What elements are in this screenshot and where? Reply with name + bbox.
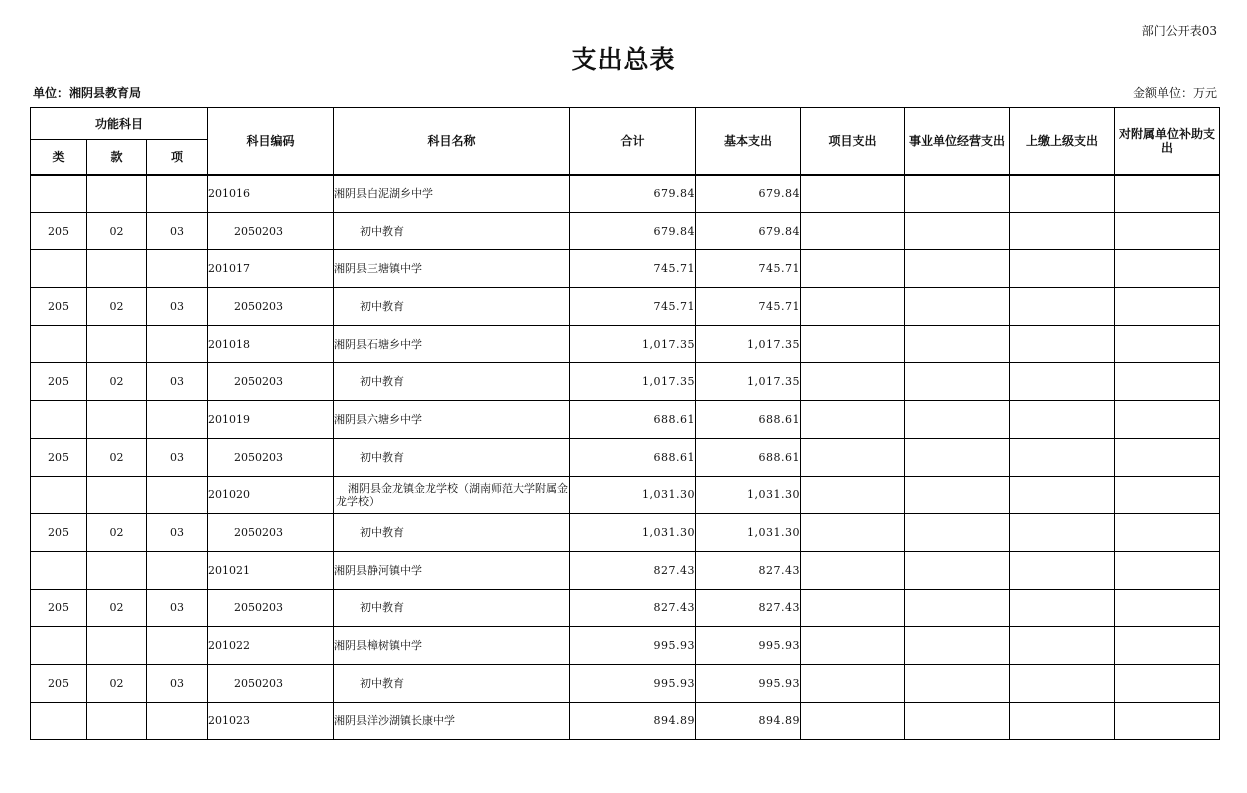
table-row [31, 363, 1220, 401]
cell-xiang: 03 [147, 363, 208, 401]
cell-code: 2050203 [208, 664, 334, 702]
cell-lei [31, 551, 87, 589]
cell-xiang [147, 702, 208, 740]
cell-basic: 679.84 [696, 175, 801, 213]
cell-name: 湘阴县六塘乡中学 [334, 401, 570, 439]
table-row [31, 514, 1220, 552]
cell-superior [1010, 401, 1115, 439]
cell-name: 湘阴县三塘镇中学 [334, 250, 570, 288]
header-project: 项目支出 [801, 108, 905, 175]
cell-business [905, 363, 1010, 401]
cell-xiang [147, 627, 208, 665]
cell-subsidy [1115, 250, 1220, 288]
cell-superior [1010, 288, 1115, 326]
cell-project [801, 401, 905, 439]
cell-name: 湘阴县白泥湖乡中学 [334, 175, 570, 213]
cell-business [905, 438, 1010, 476]
cell-kuan: 02 [87, 438, 147, 476]
cell-project [801, 589, 905, 627]
cell-total: 688.61 [570, 438, 696, 476]
cell-project [801, 175, 905, 213]
cell-xiang [147, 325, 208, 363]
cell-xiang: 03 [147, 212, 208, 250]
cell-business [905, 288, 1010, 326]
cell-lei [31, 476, 87, 514]
cell-kuan [87, 325, 147, 363]
cell-kuan: 02 [87, 288, 147, 326]
cell-basic: 1,017.35 [696, 363, 801, 401]
cell-subsidy [1115, 702, 1220, 740]
cell-business [905, 514, 1010, 552]
form-number: 部门公开表03 [1141, 24, 1217, 38]
cell-total: 894.89 [570, 702, 696, 740]
cell-lei: 205 [31, 664, 87, 702]
cell-code: 2050203 [208, 589, 334, 627]
cell-name: 初中教育 [334, 438, 570, 476]
cell-basic: 827.43 [696, 589, 801, 627]
table-header [31, 108, 1220, 175]
cell-lei [31, 325, 87, 363]
table-row [31, 438, 1220, 476]
cell-business [905, 627, 1010, 665]
cell-basic: 995.93 [696, 627, 801, 665]
cell-subsidy [1115, 664, 1220, 702]
cell-total: 1,017.35 [570, 363, 696, 401]
cell-project [801, 627, 905, 665]
cell-subsidy [1115, 212, 1220, 250]
header-lei: 类 [31, 140, 87, 175]
cell-basic: 688.61 [696, 401, 801, 439]
cell-total: 745.71 [570, 288, 696, 326]
cell-basic: 1,031.30 [696, 514, 801, 552]
cell-superior [1010, 363, 1115, 401]
cell-project [801, 325, 905, 363]
table-row [31, 589, 1220, 627]
cell-project [801, 250, 905, 288]
cell-superior [1010, 212, 1115, 250]
cell-basic: 1,017.35 [696, 325, 801, 363]
cell-lei: 205 [31, 288, 87, 326]
cell-project [801, 476, 905, 514]
cell-total: 679.84 [570, 175, 696, 213]
cell-lei [31, 627, 87, 665]
cell-superior [1010, 589, 1115, 627]
header-business: 事业单位经营支出 [905, 108, 1010, 175]
table-row [31, 702, 1220, 740]
table-row [31, 401, 1220, 439]
cell-project [801, 288, 905, 326]
cell-superior [1010, 175, 1115, 213]
cell-business [905, 401, 1010, 439]
cell-business [905, 589, 1010, 627]
cell-xiang [147, 551, 208, 589]
cell-lei [31, 401, 87, 439]
cell-project [801, 363, 905, 401]
cell-name: 湘阴县洋沙湖镇长康中学 [334, 702, 570, 740]
cell-total: 1,031.30 [570, 514, 696, 552]
cell-code: 201019 [208, 401, 334, 439]
cell-kuan: 02 [87, 664, 147, 702]
cell-code: 201023 [208, 702, 334, 740]
amount-unit-label: 金额单位：万元 [1132, 86, 1217, 100]
cell-project [801, 702, 905, 740]
header-kuan: 款 [87, 140, 147, 175]
cell-kuan [87, 551, 147, 589]
header-subsidy: 对附属单位补助支出 [1115, 108, 1220, 175]
cell-total: 1,017.35 [570, 325, 696, 363]
cell-subsidy [1115, 288, 1220, 326]
cell-kuan [87, 702, 147, 740]
cell-business [905, 212, 1010, 250]
header-name: 科目名称 [334, 108, 570, 175]
cell-code: 2050203 [208, 514, 334, 552]
cell-code: 2050203 [208, 363, 334, 401]
cell-xiang: 03 [147, 438, 208, 476]
cell-xiang: 03 [147, 664, 208, 702]
cell-xiang [147, 476, 208, 514]
unit-label: 单位：湘阴县教育局 [33, 86, 142, 100]
header-total: 合计 [570, 108, 696, 175]
cell-subsidy [1115, 589, 1220, 627]
cell-name: 初中教育 [334, 212, 570, 250]
table-row [31, 175, 1220, 213]
cell-kuan: 02 [87, 589, 147, 627]
cell-lei: 205 [31, 514, 87, 552]
cell-superior [1010, 664, 1115, 702]
cell-basic: 1,031.30 [696, 476, 801, 514]
cell-basic: 745.71 [696, 250, 801, 288]
cell-subsidy [1115, 325, 1220, 363]
cell-lei: 205 [31, 212, 87, 250]
cell-superior [1010, 514, 1115, 552]
cell-lei [31, 702, 87, 740]
cell-superior [1010, 250, 1115, 288]
header-basic: 基本支出 [696, 108, 801, 175]
cell-business [905, 325, 1010, 363]
cell-xiang: 03 [147, 514, 208, 552]
cell-kuan [87, 175, 147, 213]
cell-subsidy [1115, 401, 1220, 439]
cell-name: 湘阴县静河镇中学 [334, 551, 570, 589]
cell-subsidy [1115, 627, 1220, 665]
cell-xiang [147, 401, 208, 439]
cell-business [905, 702, 1010, 740]
cell-superior [1010, 702, 1115, 740]
cell-xiang: 03 [147, 589, 208, 627]
header-code: 科目编码 [208, 108, 334, 175]
cell-subsidy [1115, 438, 1220, 476]
cell-basic: 894.89 [696, 702, 801, 740]
cell-code: 2050203 [208, 212, 334, 250]
cell-subsidy [1115, 514, 1220, 552]
cell-project [801, 664, 905, 702]
cell-xiang [147, 250, 208, 288]
cell-xiang: 03 [147, 288, 208, 326]
cell-subsidy [1115, 476, 1220, 514]
page-title: 支出总表 [571, 45, 676, 74]
cell-basic: 688.61 [696, 438, 801, 476]
cell-kuan: 02 [87, 514, 147, 552]
cell-business [905, 476, 1010, 514]
cell-kuan [87, 250, 147, 288]
cell-kuan [87, 476, 147, 514]
cell-business [905, 175, 1010, 213]
cell-basic: 827.43 [696, 551, 801, 589]
cell-total: 1,031.30 [570, 476, 696, 514]
cell-name: 初中教育 [334, 363, 570, 401]
cell-lei [31, 175, 87, 213]
cell-name: 湘阴县石塘乡中学 [334, 325, 570, 363]
table-row [31, 664, 1220, 702]
cell-code: 201022 [208, 627, 334, 665]
cell-name: 初中教育 [334, 664, 570, 702]
cell-code: 2050203 [208, 288, 334, 326]
table-row [31, 288, 1220, 326]
cell-code: 201020 [208, 476, 334, 514]
cell-project [801, 514, 905, 552]
cell-total: 995.93 [570, 664, 696, 702]
cell-project [801, 212, 905, 250]
cell-total: 745.71 [570, 250, 696, 288]
cell-code: 201018 [208, 325, 334, 363]
cell-total: 995.93 [570, 627, 696, 665]
cell-kuan: 02 [87, 363, 147, 401]
cell-project [801, 551, 905, 589]
cell-superior [1010, 551, 1115, 589]
expenditure-table [30, 107, 1220, 740]
cell-kuan: 02 [87, 212, 147, 250]
cell-code: 201021 [208, 551, 334, 589]
table-body [31, 175, 1220, 740]
cell-lei [31, 250, 87, 288]
cell-lei: 205 [31, 363, 87, 401]
cell-name: 湘阴县金龙镇金龙学校（湖南师范大学附属金龙学校） [334, 476, 570, 514]
cell-total: 679.84 [570, 212, 696, 250]
cell-superior [1010, 438, 1115, 476]
table-row [31, 476, 1220, 514]
cell-business [905, 664, 1010, 702]
cell-project [801, 438, 905, 476]
cell-name: 湘阴县樟树镇中学 [334, 627, 570, 665]
table-row [31, 250, 1220, 288]
cell-code: 201016 [208, 175, 334, 213]
cell-total: 827.43 [570, 551, 696, 589]
cell-basic: 745.71 [696, 288, 801, 326]
cell-name: 初中教育 [334, 589, 570, 627]
cell-subsidy [1115, 363, 1220, 401]
table-row [31, 551, 1220, 589]
cell-superior [1010, 627, 1115, 665]
cell-subsidy [1115, 551, 1220, 589]
cell-subsidy [1115, 175, 1220, 213]
table-row [31, 627, 1220, 665]
cell-name: 初中教育 [334, 514, 570, 552]
cell-business [905, 551, 1010, 589]
table-row [31, 212, 1220, 250]
cell-code: 2050203 [208, 438, 334, 476]
cell-business [905, 250, 1010, 288]
cell-total: 827.43 [570, 589, 696, 627]
cell-code: 201017 [208, 250, 334, 288]
cell-total: 688.61 [570, 401, 696, 439]
cell-basic: 679.84 [696, 212, 801, 250]
cell-lei: 205 [31, 438, 87, 476]
cell-xiang [147, 175, 208, 213]
table-row [31, 325, 1220, 363]
header-xiang: 项 [147, 140, 208, 175]
cell-superior [1010, 325, 1115, 363]
cell-superior [1010, 476, 1115, 514]
cell-kuan [87, 401, 147, 439]
header-func-subject: 功能科目 [31, 108, 208, 140]
header-superior: 上缴上级支出 [1010, 108, 1115, 175]
cell-kuan [87, 627, 147, 665]
cell-name: 初中教育 [334, 288, 570, 326]
cell-basic: 995.93 [696, 664, 801, 702]
cell-lei: 205 [31, 589, 87, 627]
